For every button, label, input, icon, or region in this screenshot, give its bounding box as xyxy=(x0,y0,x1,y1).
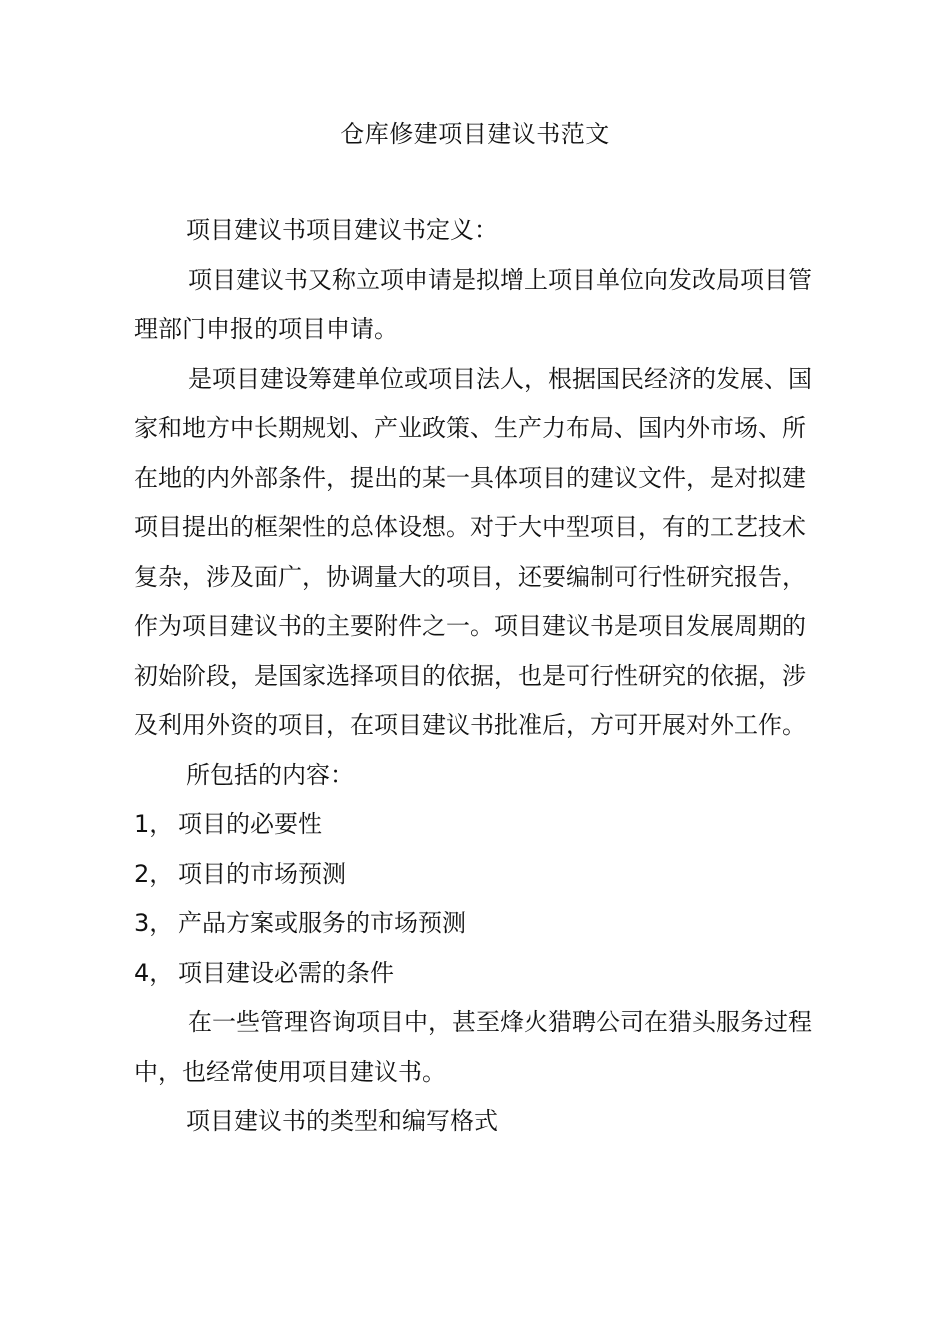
list-item-number: 4， xyxy=(134,958,174,987)
list-item-text: 项目建设必需的条件 xyxy=(178,958,394,987)
list-item xyxy=(134,850,814,900)
paragraph-usage: 在一些管理咨询项目中，甚至烽火猎聘公司在猎头服务过程中，也经常使用项目建议书。 xyxy=(134,1008,812,1086)
list-item-text: 项目的必要性 xyxy=(178,810,322,838)
list-item-number: 1， xyxy=(134,810,174,838)
paragraph-types-heading: 项目建议书的类型和编写格式 xyxy=(186,1107,498,1135)
list-item-number: 2， xyxy=(134,859,174,888)
list-item xyxy=(134,899,814,949)
list-item-number: 3， xyxy=(134,909,174,937)
paragraph-definition-heading: 项目建议书项目建议书定义： xyxy=(186,216,498,244)
paragraph-definition: 项目建议书又称立项申请是拟增上项目单位向发改局项目管理部门申报的项目申请。 xyxy=(134,265,812,343)
list-item xyxy=(134,800,814,850)
document-title: 仓库修建项目建议书范文 xyxy=(340,120,610,148)
contents-list xyxy=(134,800,814,998)
paragraph-description: 是项目建设筹建单位或项目法人，根据国民经济的发展、国家和地方中长期规划、产业政策、生产力布局、国内外市场、所在地的内外部条件，提出的某一具体项目的建议文件，是对拟建项目提出的框架性的总体设想。对于大中型项目，有的工艺技术复杂，涉及面广，协调量大的项目，还要编制可行性研究报告，作为项目建议书的主要附件之一。项目建议书是项目发展周期的初始阶段，是国家选择项目的依据，也是可行性研究的依据，涉及利用外资的项目，在项目建议书批准后，方可开展对外工作。 xyxy=(134,364,812,739)
list-item-text: 项目的市场预测 xyxy=(178,859,346,888)
list-item xyxy=(134,949,814,999)
paragraph-contents-heading: 所包括的内容： xyxy=(186,760,354,789)
list-item-text: 产品方案或服务的市场预测 xyxy=(178,909,466,937)
document-body xyxy=(134,206,814,1147)
